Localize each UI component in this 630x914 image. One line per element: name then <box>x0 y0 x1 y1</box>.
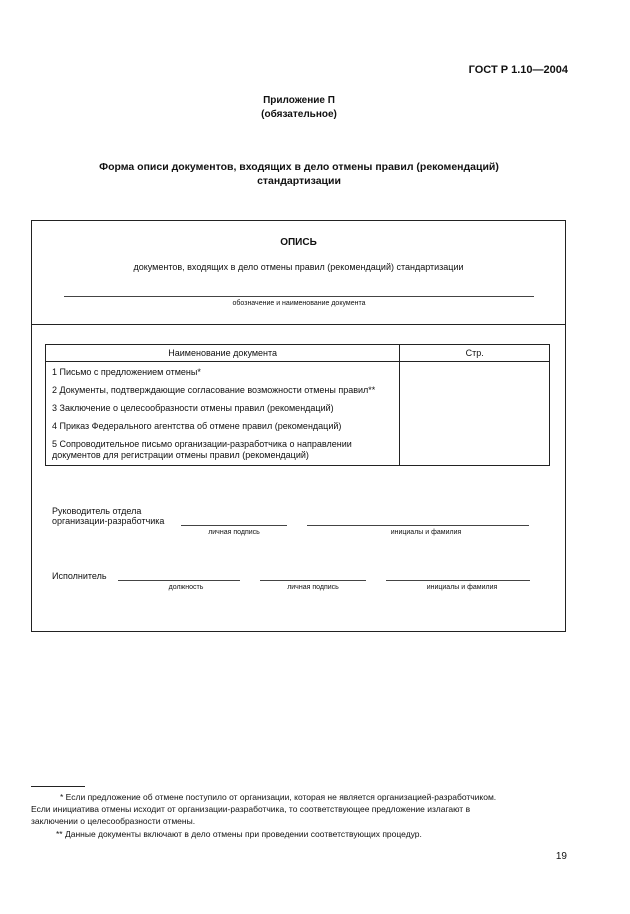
column-header-page: Стр. <box>400 345 550 362</box>
footnote-1-line-2: Если инициатива отмены исходит от организации-разработчика, то соответствующее предложение излагают в <box>31 804 471 814</box>
executor-position-line <box>118 580 240 581</box>
executor-signature-line <box>260 580 366 581</box>
table-cell-page <box>400 436 550 466</box>
footnote-2: ** Данные документы включают в дело отмены при проведении соответствующих процедур. <box>56 829 422 839</box>
column-header-name: Наименование документа <box>46 345 400 362</box>
footnote-rule <box>31 786 85 787</box>
table-cell-page <box>400 382 550 400</box>
footnote-1-line-3: заключении о целесообразности отмены. <box>31 816 196 826</box>
documents-table <box>45 344 550 466</box>
form-title-line-1: Форма описи документов, входящих в дело отмены правил (рекомендаций) <box>99 161 499 173</box>
document-code: ГОСТ Р 1.10—2004 <box>468 64 568 76</box>
table-cell-name: 5 Сопроводительное письмо организации-разработчика о направлении документов для регистрации отмены правил (рекомендаций) <box>46 436 400 466</box>
form-title-line-2: стандартизации <box>257 175 341 187</box>
executor-position-caption: должность <box>168 584 204 591</box>
table-header-row <box>46 345 550 362</box>
table-row <box>46 362 550 383</box>
head-label-line-1: Руководитель отдела <box>52 506 142 516</box>
table-row <box>46 436 550 466</box>
head-name-line <box>307 525 529 526</box>
table-cell-name: 4 Приказ Федерального агентства об отмене правил (рекомендаций) <box>46 418 400 436</box>
head-signature-caption: личная подпись <box>208 529 260 536</box>
page-number: 19 <box>555 851 567 862</box>
designation-line <box>64 296 534 297</box>
executor-label: Исполнитель <box>52 571 107 581</box>
annex-title: Приложение П <box>263 95 335 106</box>
executor-name-line <box>386 580 530 581</box>
opis-subtitle: документов, входящих в дело отмены правил (рекомендаций) стандартизации <box>133 262 464 272</box>
table-cell-page <box>400 400 550 418</box>
head-label-line-2: организации-разработчика <box>52 516 165 526</box>
annex-status: (обязательное) <box>261 109 337 120</box>
executor-signature-caption: личная подпись <box>287 584 339 591</box>
footnote-1-line-1: * Если предложение об отмене поступило от организации, которая не является организацией-разработчиком. <box>60 792 497 802</box>
table-cell-page <box>400 418 550 436</box>
annex-heading <box>0 94 598 122</box>
designation-caption: обозначение и наименование документа <box>232 300 366 307</box>
table-cell-name: 1 Письмо с предложением отмены* <box>46 362 400 383</box>
table-row <box>46 382 550 400</box>
table-cell-name: 3 Заключение о целесообразности отмены правил (рекомендаций) <box>46 400 400 418</box>
opis-title: ОПИСЬ <box>280 237 317 248</box>
table-row <box>46 418 550 436</box>
head-signature-line <box>181 525 287 526</box>
table-row <box>46 400 550 418</box>
form-title <box>60 160 538 188</box>
head-name-caption: инициалы и фамилия <box>390 529 462 536</box>
form-frame-divider <box>31 324 566 325</box>
executor-name-caption: инициалы и фамилия <box>426 584 498 591</box>
table-cell-page <box>400 362 550 383</box>
table-cell-name: 2 Документы, подтверждающие согласование возможности отмены правил** <box>46 382 400 400</box>
